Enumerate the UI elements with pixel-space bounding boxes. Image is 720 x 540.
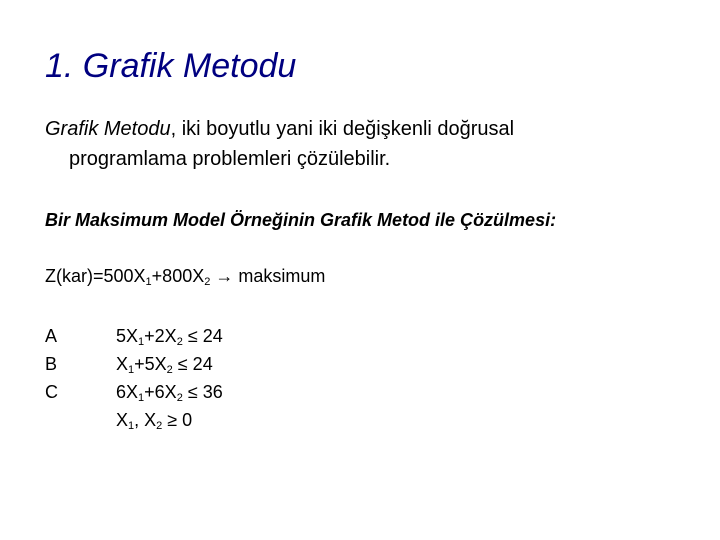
slide-title: 1. Grafik Metodu: [45, 47, 297, 85]
constraint-b: [116, 350, 223, 378]
term: X: [116, 354, 129, 374]
intro-text-line2: programlama problemleri çözülebilir.: [69, 148, 391, 170]
term: +5X: [134, 354, 167, 374]
bound: ≤ 36: [182, 382, 223, 402]
constraint-labels: [45, 322, 58, 406]
constraint-a: [116, 322, 223, 350]
bound: ≤ 24: [182, 326, 223, 346]
subscript: 1: [128, 420, 135, 432]
intro-paragraph: [45, 114, 685, 174]
subscript: 2: [166, 364, 173, 376]
subscript: 2: [176, 336, 183, 348]
term: 5X: [116, 326, 139, 346]
subscript: 1: [138, 392, 145, 404]
subscript: 2: [156, 420, 163, 432]
objective-mid: +800X: [151, 266, 205, 286]
objective-sub1: 1: [145, 276, 152, 288]
objective-prefix: Z(kar)=500X: [45, 266, 146, 286]
objective-function: [45, 266, 325, 287]
section-subheading: Bir Maksimum Model Örneğinin Grafik Metod ile Çözülmesi:: [45, 210, 557, 230]
term: +6X: [144, 382, 177, 402]
term: X: [116, 410, 129, 430]
term: , X: [134, 410, 157, 430]
term: 6X: [116, 382, 139, 402]
constraint-c: [116, 378, 223, 406]
subscript: 1: [128, 364, 135, 376]
bound: ≤ 24: [172, 354, 213, 374]
bound: ≥ 0: [162, 410, 193, 430]
term: +2X: [144, 326, 177, 346]
intro-text-line1: , iki boyutlu yani iki değişkenli doğrusal: [170, 118, 515, 140]
constraint-nonnegativity: [116, 406, 223, 434]
constraint-label-a: A: [45, 326, 58, 346]
constraint-label-c: C: [45, 382, 58, 402]
subscript: 1: [138, 336, 145, 348]
objective-suffix: → maksimum: [210, 266, 326, 286]
intro-term: Grafik Metodu: [45, 118, 171, 140]
objective-sub2: 2: [204, 276, 211, 288]
constraint-list: [116, 322, 223, 434]
subscript: 2: [176, 392, 183, 404]
constraint-label-b: B: [45, 354, 58, 374]
